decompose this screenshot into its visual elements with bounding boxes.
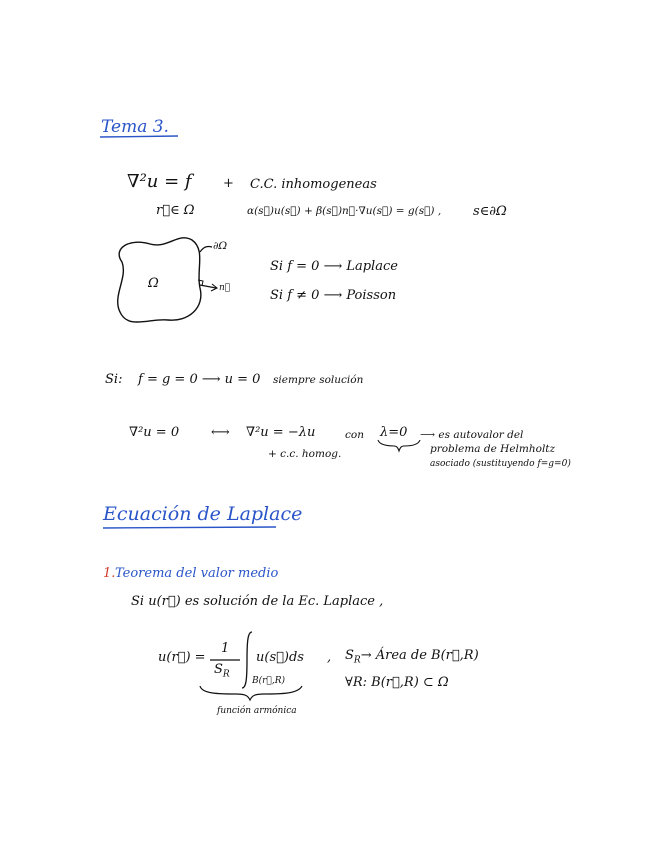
poisson-case: Si f ≠ 0 ⟶ Poisson	[270, 288, 397, 303]
boundary-domain: s∈∂Ω	[473, 204, 507, 219]
section-underline	[103, 527, 276, 528]
pde-plus: +	[223, 176, 234, 191]
sr-definition: $S_R\to$ Área de B(r⃗,R)	[345, 648, 479, 666]
trivial-note: siempre solución	[273, 374, 364, 386]
laplace-case: Si f = 0 ⟶ Laplace	[270, 259, 398, 274]
con-label: con	[345, 429, 364, 441]
cc-label: C.C. inhomogeneas	[250, 177, 377, 192]
theorem-title: Teorema del valor medio	[115, 566, 279, 581]
formula-comma: ,	[327, 650, 332, 665]
harmonic-label: función armónica	[217, 706, 297, 716]
equivalence-arrow: ⟷	[211, 425, 230, 440]
laplace-eq: ∇²u = 0	[129, 425, 180, 440]
fraction-denominator: $S_R$	[214, 662, 230, 680]
boundary-pointer	[200, 247, 212, 252]
section-title: Ecuación de Laplace	[103, 503, 303, 525]
trivial-condition: f = g = 0 ⟶ u = 0	[138, 372, 261, 387]
helmholtz-desc-1: ⟶ es autovalor del	[420, 429, 524, 441]
homog-cc: + c.c. homog.	[268, 448, 342, 460]
boundary-condition: α(s⃗)u(s⃗) + β(s⃗)n⃗·∇u(s⃗) = g(s⃗) ,	[247, 205, 442, 217]
integrand: u(s⃗)ds	[256, 650, 304, 665]
lambda-zero: λ=0	[380, 425, 408, 440]
helmholtz-desc-3: asociado (sustituyendo f=g=0)	[430, 459, 571, 469]
integral-sign	[242, 632, 252, 688]
tema-title: Tema 3.	[101, 117, 169, 137]
theorem-statement: Si u(r⃗) es solución de la Ec. Laplace ,	[131, 594, 384, 609]
formula-underbrace	[200, 686, 302, 700]
theorem-number: 1.	[103, 566, 116, 581]
normal-label: n⃗	[219, 283, 231, 293]
region-blob	[118, 238, 201, 322]
pde-equation: ∇²u = f	[127, 171, 192, 192]
ball-inclusion: ∀R: B(r⃗,R) ⊂ Ω	[345, 675, 449, 690]
omega-label: Ω	[148, 276, 159, 291]
formula-lhs: u(r⃗) =	[158, 650, 206, 665]
pde-domain: r⃗∈ Ω	[156, 203, 195, 218]
boundary-label: ∂Ω	[213, 240, 228, 252]
fraction-numerator: 1	[221, 641, 230, 656]
integral-domain: B(r⃗,R)	[252, 676, 285, 686]
helmholtz-eq: ∇²u = −λu	[246, 425, 316, 440]
trivial-si: Si:	[105, 372, 123, 387]
lambda-underbrace	[378, 440, 420, 451]
helmholtz-desc-2: problema de Helmholtz	[430, 443, 556, 455]
